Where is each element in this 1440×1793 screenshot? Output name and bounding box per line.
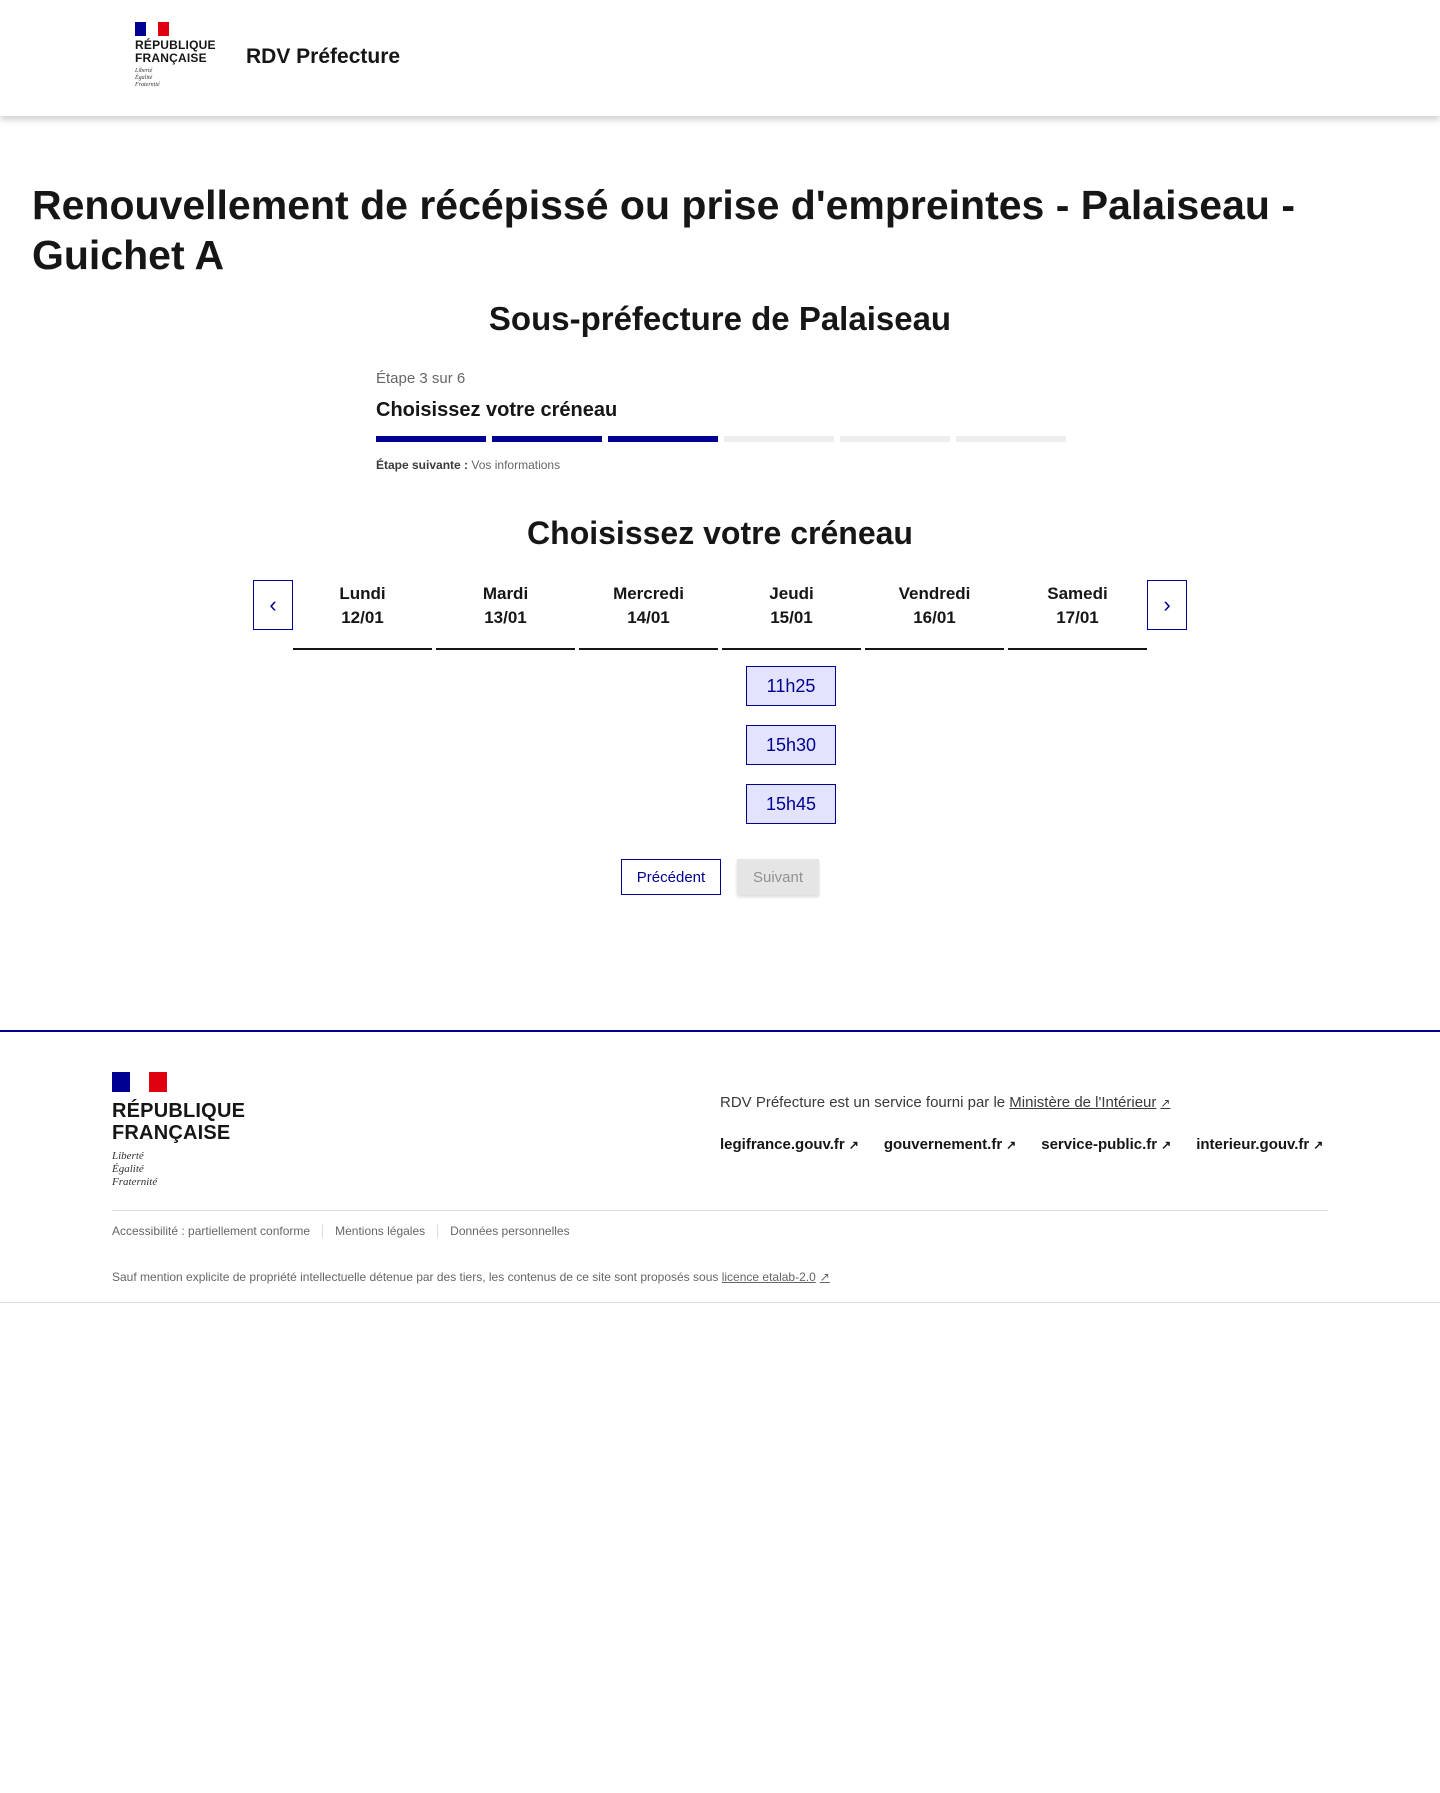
day-column [1008,580,1147,650]
external-link-icon: ↗ [819,1270,830,1284]
footer-partner-link-label: service-public.fr [1041,1136,1158,1153]
day-columns [293,580,1147,650]
external-link-icon: ↗ [1006,1138,1017,1152]
step-bar-segment [376,436,486,442]
step-bar-segment [840,436,950,442]
footer-desc-text: RDV Préfecture est un service fourni par le [720,1094,1006,1111]
previous-week-button[interactable] [253,580,293,630]
motto-line: Égalité [112,1163,144,1175]
day-name: Lundi [339,584,386,603]
step-next [376,458,1066,472]
footer-partner-link[interactable] [1041,1136,1171,1153]
day-column [865,580,1004,650]
logo-line: RÉPUBLIQUE [112,1100,246,1122]
day-date: 12/01 [341,608,384,627]
step-next-value: Vos informations [471,458,561,472]
motto-line: Égalité [135,75,153,81]
service-title[interactable]: RDV Préfecture [246,45,401,68]
day-name: Samedi [1047,584,1108,603]
next-button[interactable]: Suivant [737,859,819,895]
footer-partner-link[interactable] [884,1136,1016,1153]
footer-republique-francaise-logo[interactable] [112,1072,245,1189]
footer-description [720,1094,1170,1111]
footer-partner-link-label: legifrance.gouv.fr [720,1136,845,1153]
logo-line: RÉPUBLIQUE [135,38,216,52]
ministere-link[interactable] [1009,1094,1170,1111]
chevron-left-icon: ‹ [269,592,277,617]
chevron-right-icon: › [1163,592,1171,617]
footer-bottom-link[interactable]: Accessibilité : partiellement conforme [112,1224,311,1238]
step-state: Étape 3 sur 6 [376,370,466,387]
page-title: Renouvellement de récépissé ou prise d'empreintes - Palaiseau - Guichet A [32,182,1295,278]
footer-partner-links [720,1136,1323,1153]
external-link-icon: ↗ [848,1138,859,1152]
step-bar-segment [956,436,1066,442]
footer-partner-link-label: interieur.gouv.fr [1196,1136,1310,1153]
time-slot-button[interactable]: 15h45 [746,784,836,824]
time-slot-list [746,666,836,843]
slot-section-title: Choisissez votre créneau [527,515,913,551]
step-bar-segment [608,436,718,442]
footer-bottom-link[interactable]: Mentions légales [322,1224,437,1238]
motto-line: Fraternité [135,82,160,88]
license-text: Sauf mention explicite de propriété intellectuelle détenue par des tiers, les contenus de ce site sont proposés sous [112,1270,719,1284]
logo-line: FRANÇAISE [135,51,207,65]
external-link-icon: ↗ [1313,1138,1324,1152]
day-column [436,580,575,650]
marianne-flag-icon [112,1072,167,1092]
footer-partner-link-label: gouvernement.fr [883,1136,1003,1153]
day-date: 15/01 [770,608,813,627]
day-name: Jeudi [769,584,814,603]
logo-line: FRANÇAISE [112,1122,231,1144]
site-footer [0,1030,1440,1303]
day-column [722,580,861,650]
license-link[interactable] [722,1270,830,1284]
footer-partner-link[interactable] [1196,1136,1323,1153]
footer-divider [112,1210,1328,1211]
day-column [293,580,432,650]
day-name: Mardi [482,584,529,603]
day-date: 16/01 [913,608,956,627]
footer-bottom-links [112,1224,582,1238]
step-bar-segment [724,436,834,442]
republique-francaise-logo[interactable] [135,22,225,89]
time-slot-button[interactable]: 11h25 [746,666,836,706]
time-slot-button[interactable]: 15h30 [746,725,836,765]
license-link-label: licence etalab-2.0 [721,1270,816,1284]
step-next-label: Étape suivante : [376,458,469,472]
motto-line: Liberté [112,1150,144,1162]
site-header [0,0,1440,116]
external-link-icon: ↗ [1160,1096,1171,1110]
day-date: 13/01 [484,608,527,627]
day-date: 17/01 [1056,608,1099,627]
footer-partner-link[interactable] [720,1136,859,1153]
day-date: 14/01 [627,608,670,627]
motto-line: Liberté [135,68,153,74]
day-column [579,580,718,650]
footer-license [112,1270,830,1284]
external-link-icon: ↗ [1161,1138,1172,1152]
stepper [376,370,1066,472]
previous-button[interactable]: Précédent [621,859,721,895]
step-progress-bar [376,436,1066,442]
ministere-link-label: Ministère de l'Intérieur [1009,1094,1157,1111]
marianne-flag-icon [135,22,169,36]
step-title: Choisissez votre créneau [376,399,618,421]
motto-line: Fraternité [112,1176,158,1188]
day-name: Vendredi [898,584,971,603]
next-week-button[interactable] [1147,580,1187,630]
day-name: Mercredi [613,584,684,603]
prefecture-title: Sous-préfecture de Palaiseau [488,300,952,337]
step-bar-segment [492,436,602,442]
footer-bottom-link[interactable]: Données personnelles [437,1224,581,1238]
